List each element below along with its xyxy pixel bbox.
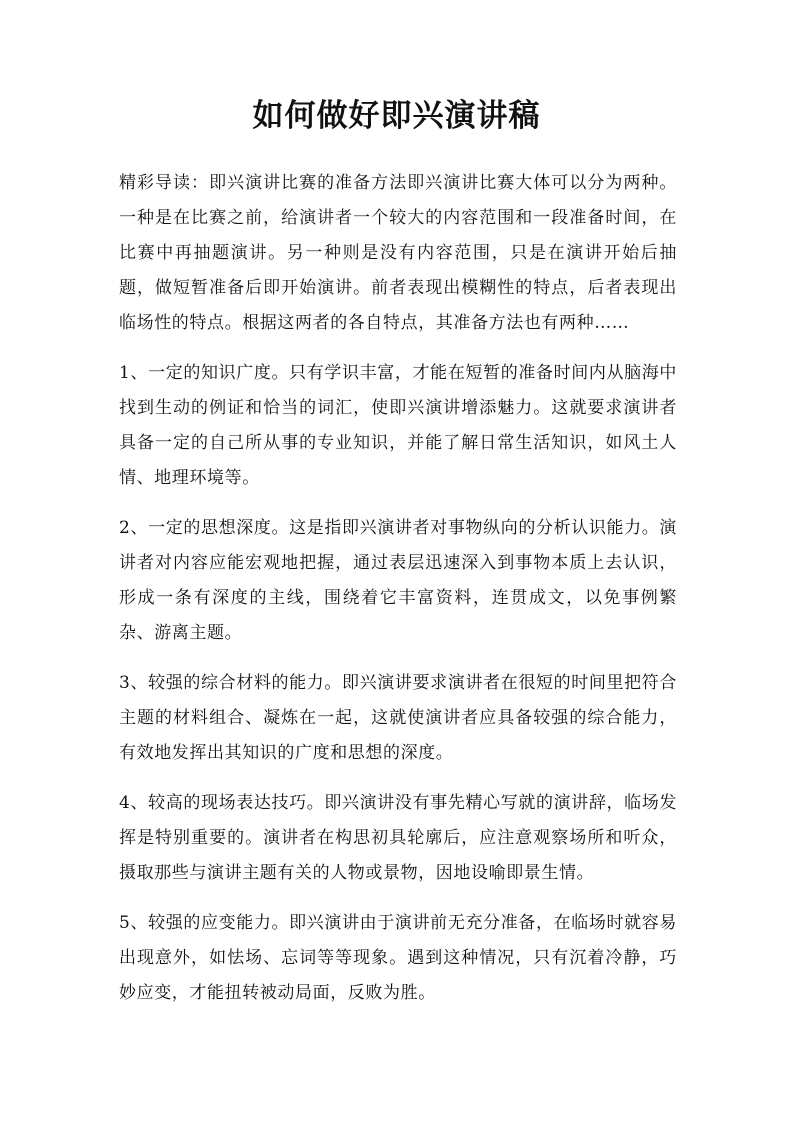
intro-paragraph: 精彩导读：即兴演讲比赛的准备方法即兴演讲比赛大体可以分为两种。一种是在比赛之前，给演讲者一个较大的内容范围和一段准备时间，在比赛中再抽题演讲。另一种则是没有内容范围，只是在演讲开始后抽题，做短暂准备后即开始演讲。前者表现出模糊性的特点，后者表现出临场性的特点。根据这两者的各自特点，其准备方法也有两种…… <box>119 173 677 333</box>
paragraph-point-3: 3、较强的综合材料的能力。即兴演讲要求演讲者在很短的时间里把符合主题的材料组合、凝炼在一起，这就使演讲者应具备较强的综合能力，有效地发挥出其知识的广度和思想的深度。 <box>119 673 677 763</box>
paragraph-point-1: 1、一定的知识广度。只有学识丰富，才能在短暂的准备时间内从脑海中找到生动的例证和恰当的词汇，使即兴演讲增添魅力。这就要求演讲者具备一定的自己所从事的专业知识，并能了解日常生活知识，如风土人情、地理环境等。 <box>119 363 677 488</box>
paragraph-point-5: 5、较强的应变能力。即兴演讲由于演讲前无充分准备，在临场时就容易出现意外，如怯场、忘词等等现象。遇到这种情况，只有沉着冷静，巧妙应变，才能扭转被动局面，反败为胜。 <box>119 913 677 1003</box>
page-title: 如何做好即兴演讲稿 <box>252 98 541 134</box>
document-body <box>119 166 677 1026</box>
paragraph-point-4: 4、较高的现场表达技巧。即兴演讲没有事先精心写就的演讲辞，临场发挥是特别重要的。演讲者在构思初具轮廓后，应注意观察场所和听众，摄取那些与演讲主题有关的人物或景物，因地设喻即景生情。 <box>119 793 677 883</box>
paragraph-point-2: 2、一定的思想深度。这是指即兴演讲者对事物纵向的分析认识能力。演讲者对内容应能宏观地把握，通过表层迅速深入到事物本质上去认识，形成一条有深度的主线，围绕着它丰富资料，连贯成文，以免事例繁杂、游离主题。 <box>119 518 677 643</box>
